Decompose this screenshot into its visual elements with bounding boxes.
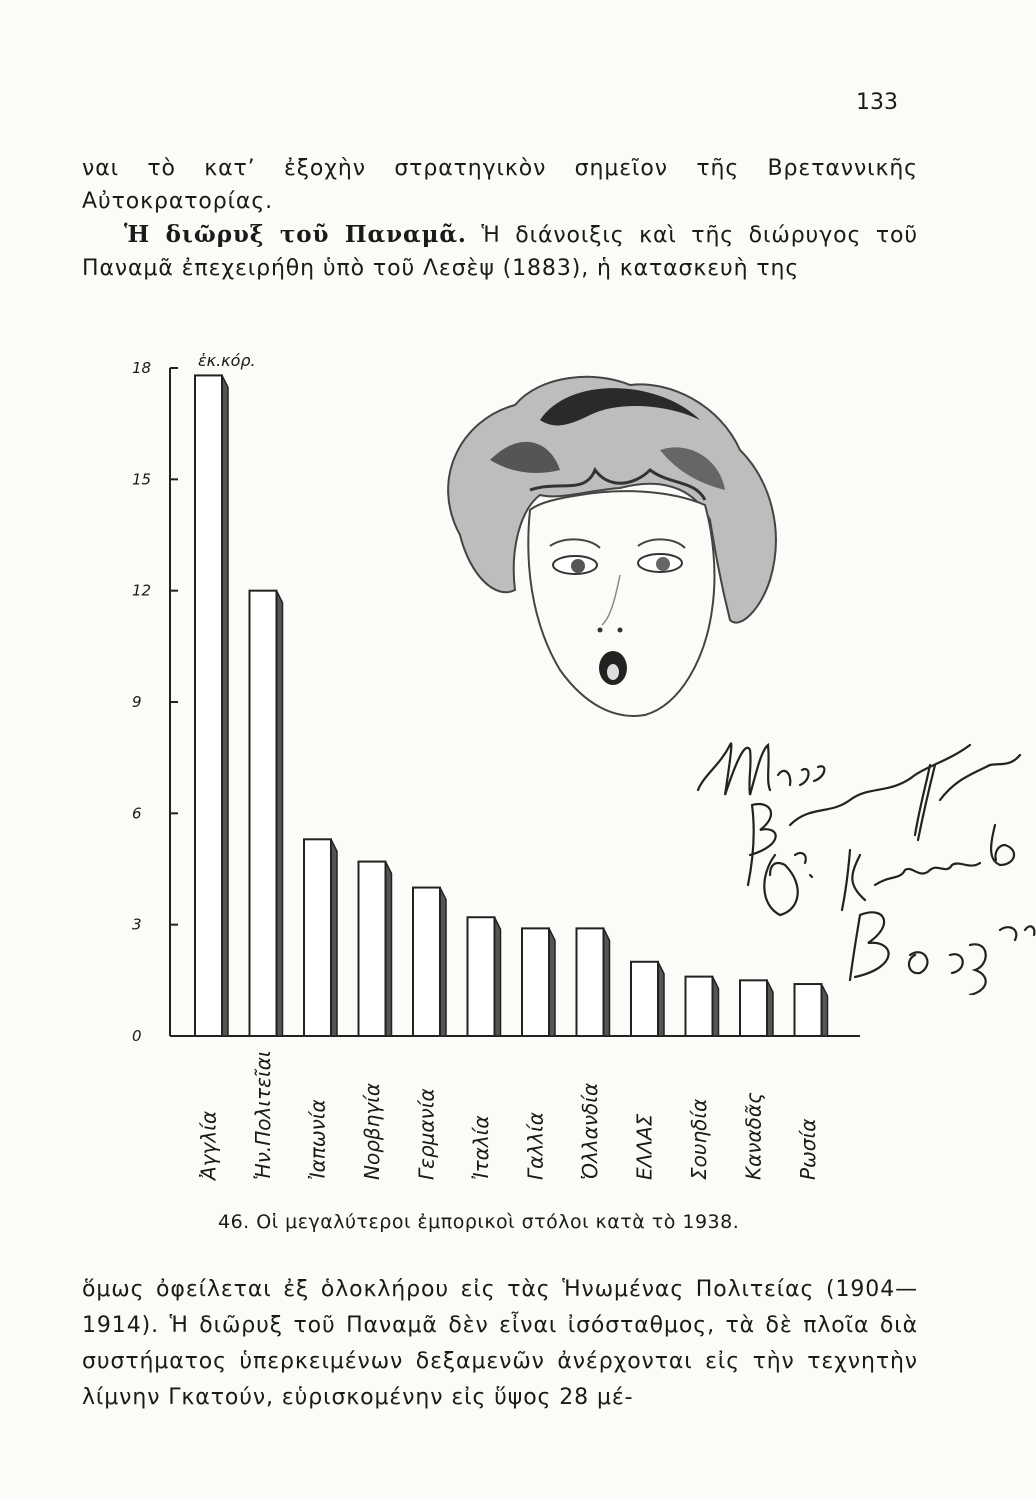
bar <box>577 928 604 1036</box>
y-unit-label: ἑκ.κόρ. <box>198 351 256 370</box>
category-label: Ρωσία <box>796 1118 820 1180</box>
y-tick-label: 0 <box>132 1027 142 1045</box>
bar <box>304 839 331 1036</box>
bar <box>631 962 658 1036</box>
category-label: Σουηδία <box>687 1098 711 1180</box>
bar <box>468 917 495 1036</box>
bar <box>195 375 222 1036</box>
figure-caption: 46. Οἱ μεγαλύτεροι ἐμπορικοὶ στόλοι κατὰ τὸ 1938. <box>218 1211 740 1233</box>
portrait-drawing <box>420 360 800 750</box>
y-tick-label: 6 <box>132 804 142 823</box>
category-label: Γαλλία <box>523 1112 548 1180</box>
y-tick-label: 3 <box>132 915 142 934</box>
category-label: Καναδᾶς <box>741 1092 766 1180</box>
category-label: Ὁλλανδία <box>578 1082 602 1180</box>
top-paragraph-continuation: ναι τὸ κατ’ ἐξοχὴν στρατηγικὸν σημεῖον τῆς Βρεταννικῆς Αὐτοκρατορίας. <box>82 156 918 214</box>
y-tick-label: 15 <box>132 470 152 489</box>
portrait-face <box>528 491 714 716</box>
category-label: Γερμανία <box>414 1088 439 1180</box>
bar <box>413 888 440 1036</box>
category-label: Ἀγγλία <box>196 1110 221 1180</box>
y-tick-label: 12 <box>132 581 152 600</box>
y-tick-label: 9 <box>132 693 142 711</box>
bar <box>359 862 386 1036</box>
y-tick-label: 18 <box>132 359 152 377</box>
handwritten-signature <box>690 705 1036 995</box>
bar <box>522 928 549 1036</box>
section-heading: Ἡ διῶρυξ τοῦ Παναμᾶ. <box>124 221 467 248</box>
category-label: Ἰαπωνία <box>305 1099 330 1180</box>
bottom-paragraph: ὅμως ὀφείλεται ἐξ ὁλοκλήρου εἰς τὰς Ἡνωμένας Πολιτείας (1904—1914). Ἡ διῶρυξ τοῦ Παναμᾶ δὲν εἶναι ἰσόσταθμος, τὰ δὲ πλοῖα διὰ συστήματος ὑπερκειμένων δεξαμενῶν ἀνέρχονται εἰς τὴν τεχνητὴν λίμνην Γκατούν, εὑρισκομένην εἰς ὕψος 28 μέ- <box>82 1277 918 1410</box>
bar <box>250 591 277 1036</box>
top-paragraph-body: Ἡ διάνοιξις καὶ τῆς διώρυγος τοῦ Παναμᾶ ἐπεχειρήθη ὑπὸ τοῦ Λεσὲψ (1883), ἡ κατασκευὴ της <box>82 223 918 281</box>
page-number: 133 <box>856 90 898 115</box>
category-label: Νορβηγία <box>360 1082 384 1180</box>
category-label: Ἰταλία <box>469 1115 493 1180</box>
category-label: ΕΛΛΑΣ <box>632 1113 657 1180</box>
category-label: Ἡν.Πολιτεῖαι <box>251 1050 275 1180</box>
